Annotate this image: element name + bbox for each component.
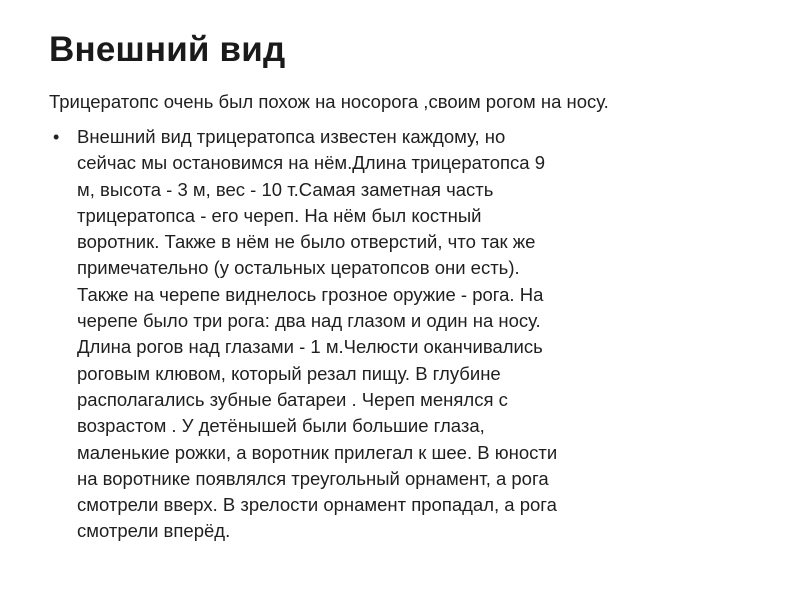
bullet-text-line: маленькие рожки, а воротник прилегал к шее. В юности [77,441,558,463]
bullet-text-line: роговым клювом, который резал пищу. В глубине [77,362,501,384]
bullet-text-line: располагались зубные батареи . Череп менялся с [77,388,508,410]
bullet-text-line: трицератопса - его череп. На нём был костный [77,204,482,226]
bullet-text-line: Внешний вид трицератопса известен каждому, но [77,126,506,147]
bullet-text-line: воротник. Также в нём не было отверстий, что так же [77,231,536,253]
bullet-text-line: м, высота - 3 м, вес - 10 т.Самая заметная часть [77,178,494,200]
bullet-text-line: примечательно (у остальных цератопсов они есть). [77,257,520,279]
bullet-item [49,124,669,545]
bullet-text-line: сейчас мы остановимся на нём.Длина трицератопса 9 [77,152,546,174]
bullet-list [49,124,669,545]
bullet-text-line: смотрели вперёд. [77,520,231,542]
bullet-text-line: смотрели вверх. В зрелости орнамент пропадал, а рога [77,494,557,516]
bullet-marker: • [53,127,60,147]
bullet-text-line: на воротнике появлялся треугольный орнамент, а рога [77,467,549,489]
bullet-text-line: Также на черепе виднелось грозное оружие - рога. На [77,283,544,305]
bullet-text-line: черепе было три рога: два над глазом и один на носу. [77,310,541,332]
intro-text: Трицератопс очень был похож на носорога ,своим рогом на носу. [49,91,609,112]
slide-title: Внешний вид [49,30,286,69]
bullet-text-line: Длина рогов над глазами - 1 м.Челюсти оканчивались [77,336,543,358]
bullet-text-line: возрастом . У детёнышей были большие глаза, [77,415,485,437]
